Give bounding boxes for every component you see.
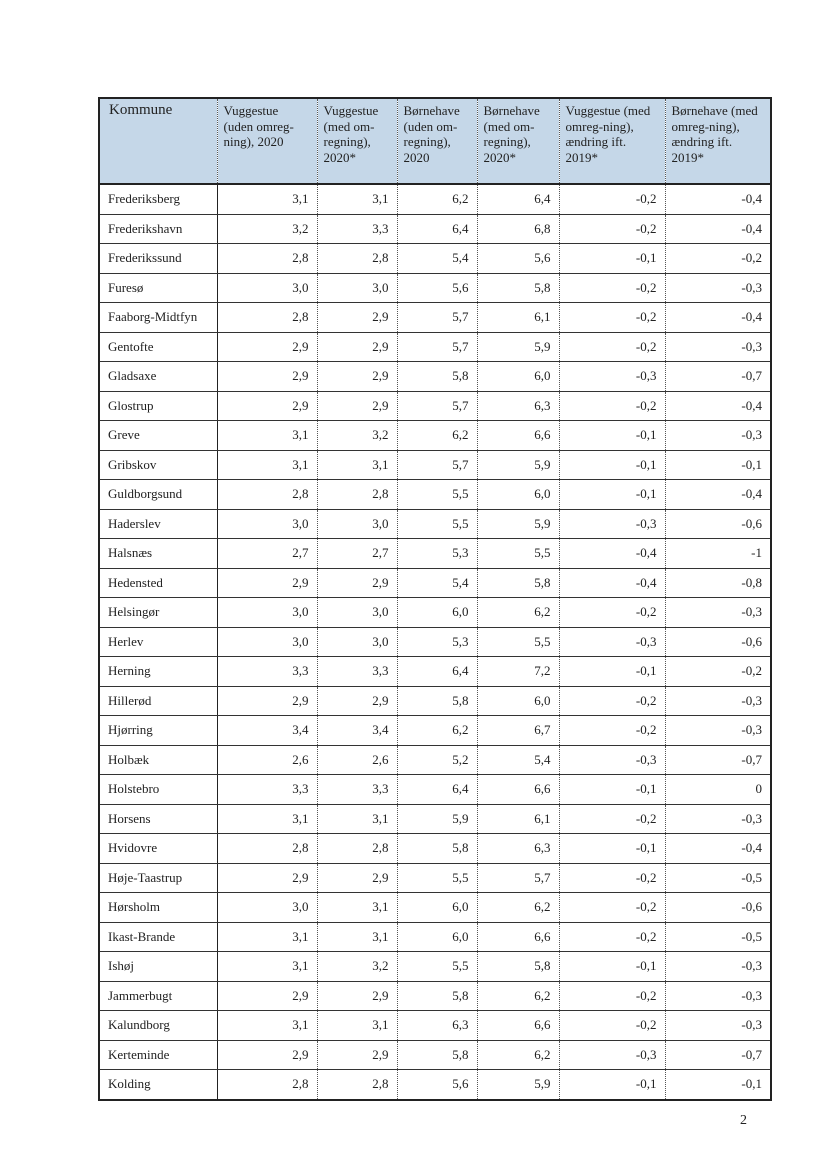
bornehave-med-cell: 5,5 (477, 539, 559, 569)
vuggestue-aendring-cell: -0,2 (559, 981, 665, 1011)
kommune-cell: Ikast-Brande (99, 922, 217, 952)
bornehave-aendring-cell: -0,3 (665, 273, 771, 303)
bornehave-aendring-cell: -0,1 (665, 1070, 771, 1100)
bornehave-uden-cell: 5,3 (397, 539, 477, 569)
kommune-cell: Gentofte (99, 332, 217, 362)
vuggestue-aendring-cell: -0,1 (559, 657, 665, 687)
vuggestue-uden-cell: 3,0 (217, 627, 317, 657)
bornehave-med-cell: 5,9 (477, 450, 559, 480)
vuggestue-uden-cell: 3,3 (217, 775, 317, 805)
kommune-cell: Kerteminde (99, 1040, 217, 1070)
bornehave-med-cell: 5,9 (477, 509, 559, 539)
vuggestue-uden-cell: 3,0 (217, 893, 317, 923)
bornehave-uden-cell: 5,4 (397, 568, 477, 598)
kommune-cell: Kalundborg (99, 1011, 217, 1041)
vuggestue-aendring-cell: -0,2 (559, 716, 665, 746)
vuggestue-med-cell: 2,9 (317, 981, 397, 1011)
table-row (99, 1070, 771, 1100)
vuggestue-med-cell: 2,8 (317, 244, 397, 274)
kommune-cell: Hvidovre (99, 834, 217, 864)
kommune-cell: Hørsholm (99, 893, 217, 923)
bornehave-aendring-cell: -0,3 (665, 598, 771, 628)
data-table (98, 97, 772, 1101)
table-row (99, 893, 771, 923)
vuggestue-med-cell: 2,9 (317, 391, 397, 421)
kommune-cell: Furesø (99, 273, 217, 303)
vuggestue-uden-cell: 2,9 (217, 332, 317, 362)
table-row (99, 480, 771, 510)
bornehave-aendring-cell: 0 (665, 775, 771, 805)
bornehave-aendring-cell: -0,3 (665, 1011, 771, 1041)
kommune-cell: Herning (99, 657, 217, 687)
vuggestue-aendring-cell: -0,4 (559, 568, 665, 598)
table-row (99, 273, 771, 303)
vuggestue-uden-cell: 3,2 (217, 214, 317, 244)
bornehave-med-cell: 5,9 (477, 1070, 559, 1100)
vuggestue-uden-cell: 3,1 (217, 952, 317, 982)
table-row (99, 391, 771, 421)
vuggestue-aendring-cell: -0,2 (559, 1011, 665, 1041)
bornehave-med-cell: 6,6 (477, 922, 559, 952)
vuggestue-aendring-cell: -0,1 (559, 1070, 665, 1100)
bornehave-med-cell: 6,3 (477, 834, 559, 864)
vuggestue-uden-cell: 2,7 (217, 539, 317, 569)
vuggestue-med-cell: 2,8 (317, 1070, 397, 1100)
vuggestue-med-cell: 3,2 (317, 952, 397, 982)
kommune-cell: Guldborgsund (99, 480, 217, 510)
table-row (99, 775, 771, 805)
bornehave-med-cell: 5,8 (477, 952, 559, 982)
vuggestue-med-cell: 2,9 (317, 686, 397, 716)
vuggestue-med-cell: 3,1 (317, 922, 397, 952)
bornehave-med-cell: 6,2 (477, 893, 559, 923)
table-row (99, 981, 771, 1011)
vuggestue-med-cell: 3,3 (317, 657, 397, 687)
bornehave-med-cell: 5,9 (477, 332, 559, 362)
bornehave-aendring-cell: -0,3 (665, 981, 771, 1011)
bornehave-uden-cell: 5,5 (397, 952, 477, 982)
vuggestue-uden-cell: 3,0 (217, 598, 317, 628)
kommune-cell: Gladsaxe (99, 362, 217, 392)
bornehave-aendring-cell: -0,4 (665, 480, 771, 510)
vuggestue-uden-cell: 3,1 (217, 1011, 317, 1041)
header-vuggestue-med-omregning-2020: Vuggestue (med om-regning), 2020* (317, 98, 397, 184)
vuggestue-aendring-cell: -0,1 (559, 480, 665, 510)
bornehave-aendring-cell: -0,4 (665, 214, 771, 244)
vuggestue-aendring-cell: -0,2 (559, 598, 665, 628)
bornehave-uden-cell: 5,6 (397, 273, 477, 303)
table-row (99, 657, 771, 687)
bornehave-med-cell: 5,8 (477, 568, 559, 598)
bornehave-med-cell: 6,7 (477, 716, 559, 746)
bornehave-uden-cell: 5,7 (397, 391, 477, 421)
bornehave-aendring-cell: -0,8 (665, 568, 771, 598)
table-body (99, 184, 771, 1100)
header-kommune: Kommune (99, 98, 217, 184)
bornehave-aendring-cell: -0,6 (665, 627, 771, 657)
bornehave-med-cell: 5,8 (477, 273, 559, 303)
bornehave-uden-cell: 5,7 (397, 303, 477, 333)
vuggestue-med-cell: 3,1 (317, 1011, 397, 1041)
bornehave-med-cell: 6,0 (477, 686, 559, 716)
vuggestue-med-cell: 2,9 (317, 863, 397, 893)
bornehave-uden-cell: 5,8 (397, 686, 477, 716)
table-row (99, 686, 771, 716)
table-row (99, 214, 771, 244)
bornehave-uden-cell: 6,3 (397, 1011, 477, 1041)
table-row (99, 184, 771, 214)
bornehave-aendring-cell: -0,1 (665, 450, 771, 480)
vuggestue-med-cell: 3,3 (317, 775, 397, 805)
vuggestue-uden-cell: 2,8 (217, 834, 317, 864)
table-row (99, 716, 771, 746)
table-row (99, 863, 771, 893)
kommune-cell: Helsingør (99, 598, 217, 628)
vuggestue-med-cell: 3,2 (317, 421, 397, 451)
vuggestue-aendring-cell: -0,1 (559, 244, 665, 274)
bornehave-aendring-cell: -0,3 (665, 421, 771, 451)
bornehave-med-cell: 6,1 (477, 804, 559, 834)
vuggestue-aendring-cell: -0,2 (559, 391, 665, 421)
bornehave-aendring-cell: -0,4 (665, 184, 771, 214)
bornehave-uden-cell: 6,0 (397, 893, 477, 923)
kommune-cell: Halsnæs (99, 539, 217, 569)
bornehave-uden-cell: 6,0 (397, 598, 477, 628)
vuggestue-uden-cell: 2,9 (217, 568, 317, 598)
table-row (99, 1011, 771, 1041)
bornehave-aendring-cell: -0,3 (665, 716, 771, 746)
kommune-cell: Frederiksberg (99, 184, 217, 214)
bornehave-uden-cell: 6,2 (397, 184, 477, 214)
bornehave-aendring-cell: -0,2 (665, 657, 771, 687)
vuggestue-med-cell: 3,0 (317, 273, 397, 303)
kommune-cell: Frederikshavn (99, 214, 217, 244)
vuggestue-med-cell: 2,8 (317, 480, 397, 510)
vuggestue-aendring-cell: -0,2 (559, 863, 665, 893)
bornehave-uden-cell: 5,8 (397, 981, 477, 1011)
table-row (99, 834, 771, 864)
vuggestue-aendring-cell: -0,3 (559, 627, 665, 657)
bornehave-med-cell: 5,5 (477, 627, 559, 657)
kommune-cell: Frederikssund (99, 244, 217, 274)
kommune-cell: Høje-Taastrup (99, 863, 217, 893)
vuggestue-uden-cell: 3,0 (217, 509, 317, 539)
vuggestue-uden-cell: 2,9 (217, 863, 317, 893)
kommune-cell: Faaborg-Midtfyn (99, 303, 217, 333)
bornehave-med-cell: 6,6 (477, 421, 559, 451)
vuggestue-uden-cell: 2,9 (217, 391, 317, 421)
vuggestue-uden-cell: 2,8 (217, 303, 317, 333)
vuggestue-aendring-cell: -0,2 (559, 184, 665, 214)
header-bornehave-uden-omregning-2020: Børnehave (uden om-regning), 2020 (397, 98, 477, 184)
bornehave-uden-cell: 5,6 (397, 1070, 477, 1100)
vuggestue-med-cell: 3,1 (317, 893, 397, 923)
bornehave-med-cell: 6,4 (477, 184, 559, 214)
bornehave-uden-cell: 6,0 (397, 922, 477, 952)
vuggestue-aendring-cell: -0,2 (559, 804, 665, 834)
bornehave-uden-cell: 5,8 (397, 1040, 477, 1070)
bornehave-aendring-cell: -0,4 (665, 391, 771, 421)
vuggestue-uden-cell: 2,6 (217, 745, 317, 775)
bornehave-aendring-cell: -0,3 (665, 804, 771, 834)
vuggestue-uden-cell: 2,8 (217, 480, 317, 510)
header-bornehave-aendring-2019: Børnehave (med omreg-ning), ændring ift. 2019* (665, 98, 771, 184)
table-row (99, 804, 771, 834)
vuggestue-uden-cell: 3,1 (217, 184, 317, 214)
vuggestue-uden-cell: 3,1 (217, 804, 317, 834)
vuggestue-uden-cell: 3,4 (217, 716, 317, 746)
page-number: 2 (740, 1113, 747, 1128)
vuggestue-aendring-cell: -0,3 (559, 745, 665, 775)
bornehave-aendring-cell: -0,3 (665, 332, 771, 362)
table-row (99, 598, 771, 628)
vuggestue-aendring-cell: -0,2 (559, 922, 665, 952)
vuggestue-med-cell: 3,0 (317, 509, 397, 539)
table-row (99, 952, 771, 982)
bornehave-uden-cell: 5,5 (397, 509, 477, 539)
vuggestue-aendring-cell: -0,2 (559, 303, 665, 333)
vuggestue-med-cell: 3,0 (317, 627, 397, 657)
vuggestue-med-cell: 2,8 (317, 834, 397, 864)
bornehave-uden-cell: 5,2 (397, 745, 477, 775)
kommune-cell: Jammerbugt (99, 981, 217, 1011)
table-row (99, 332, 771, 362)
kommune-cell: Kolding (99, 1070, 217, 1100)
bornehave-aendring-cell: -0,5 (665, 863, 771, 893)
bornehave-aendring-cell: -0,7 (665, 1040, 771, 1070)
vuggestue-aendring-cell: -0,3 (559, 1040, 665, 1070)
bornehave-uden-cell: 5,4 (397, 244, 477, 274)
kommune-cell: Holbæk (99, 745, 217, 775)
table-row (99, 509, 771, 539)
table-row (99, 745, 771, 775)
vuggestue-aendring-cell: -0,1 (559, 952, 665, 982)
header-row (99, 98, 771, 184)
header-vuggestue-uden-omregning-2020: Vuggestue (uden omreg-ning), 2020 (217, 98, 317, 184)
bornehave-med-cell: 5,6 (477, 244, 559, 274)
kommune-cell: Haderslev (99, 509, 217, 539)
vuggestue-med-cell: 3,1 (317, 450, 397, 480)
kommune-cell: Hillerød (99, 686, 217, 716)
bornehave-uden-cell: 6,4 (397, 775, 477, 805)
vuggestue-uden-cell: 3,1 (217, 922, 317, 952)
vuggestue-aendring-cell: -0,3 (559, 362, 665, 392)
vuggestue-med-cell: 2,6 (317, 745, 397, 775)
vuggestue-aendring-cell: -0,2 (559, 332, 665, 362)
kommune-cell: Glostrup (99, 391, 217, 421)
bornehave-uden-cell: 6,2 (397, 421, 477, 451)
bornehave-aendring-cell: -0,6 (665, 893, 771, 923)
vuggestue-med-cell: 3,0 (317, 598, 397, 628)
vuggestue-uden-cell: 2,8 (217, 1070, 317, 1100)
table-row (99, 362, 771, 392)
table-row (99, 244, 771, 274)
bornehave-uden-cell: 5,7 (397, 450, 477, 480)
kommune-cell: Gribskov (99, 450, 217, 480)
bornehave-med-cell: 6,2 (477, 598, 559, 628)
bornehave-med-cell: 6,8 (477, 214, 559, 244)
bornehave-aendring-cell: -0,7 (665, 362, 771, 392)
kommune-cell: Hjørring (99, 716, 217, 746)
bornehave-med-cell: 6,2 (477, 981, 559, 1011)
vuggestue-uden-cell: 3,3 (217, 657, 317, 687)
bornehave-aendring-cell: -0,3 (665, 686, 771, 716)
table-row (99, 421, 771, 451)
kommune-cell: Ishøj (99, 952, 217, 982)
vuggestue-med-cell: 3,4 (317, 716, 397, 746)
bornehave-uden-cell: 5,7 (397, 332, 477, 362)
vuggestue-aendring-cell: -0,1 (559, 450, 665, 480)
bornehave-med-cell: 6,0 (477, 362, 559, 392)
vuggestue-med-cell: 2,9 (317, 568, 397, 598)
bornehave-uden-cell: 5,5 (397, 863, 477, 893)
bornehave-med-cell: 5,4 (477, 745, 559, 775)
vuggestue-aendring-cell: -0,2 (559, 686, 665, 716)
kommune-cell: Holstebro (99, 775, 217, 805)
vuggestue-med-cell: 3,3 (317, 214, 397, 244)
vuggestue-aendring-cell: -0,1 (559, 834, 665, 864)
vuggestue-uden-cell: 2,9 (217, 1040, 317, 1070)
vuggestue-med-cell: 2,7 (317, 539, 397, 569)
vuggestue-uden-cell: 2,9 (217, 981, 317, 1011)
table-row (99, 627, 771, 657)
kommune-cell: Hedensted (99, 568, 217, 598)
vuggestue-med-cell: 2,9 (317, 332, 397, 362)
vuggestue-aendring-cell: -0,4 (559, 539, 665, 569)
bornehave-uden-cell: 5,9 (397, 804, 477, 834)
vuggestue-aendring-cell: -0,1 (559, 775, 665, 805)
vuggestue-aendring-cell: -0,1 (559, 421, 665, 451)
bornehave-aendring-cell: -1 (665, 539, 771, 569)
table-row (99, 539, 771, 569)
vuggestue-uden-cell: 3,1 (217, 450, 317, 480)
bornehave-med-cell: 5,7 (477, 863, 559, 893)
header-vuggestue-aendring-2019: Vuggestue (med omreg-ning), ændring ift. 2019* (559, 98, 665, 184)
vuggestue-aendring-cell: -0,3 (559, 509, 665, 539)
table-header (99, 98, 771, 184)
bornehave-med-cell: 6,3 (477, 391, 559, 421)
table-row (99, 922, 771, 952)
header-bornehave-med-omregning-2020: Børnehave (med om-regning), 2020* (477, 98, 559, 184)
bornehave-uden-cell: 5,8 (397, 362, 477, 392)
bornehave-aendring-cell: -0,4 (665, 303, 771, 333)
vuggestue-uden-cell: 2,9 (217, 362, 317, 392)
vuggestue-med-cell: 2,9 (317, 1040, 397, 1070)
bornehave-aendring-cell: -0,5 (665, 922, 771, 952)
bornehave-uden-cell: 6,4 (397, 214, 477, 244)
vuggestue-med-cell: 3,1 (317, 184, 397, 214)
table-row (99, 568, 771, 598)
table-row (99, 450, 771, 480)
kommune-cell: Horsens (99, 804, 217, 834)
bornehave-aendring-cell: -0,6 (665, 509, 771, 539)
bornehave-med-cell: 6,6 (477, 775, 559, 805)
bornehave-aendring-cell: -0,7 (665, 745, 771, 775)
bornehave-med-cell: 6,6 (477, 1011, 559, 1041)
vuggestue-aendring-cell: -0,2 (559, 214, 665, 244)
vuggestue-med-cell: 2,9 (317, 303, 397, 333)
bornehave-aendring-cell: -0,3 (665, 952, 771, 982)
vuggestue-aendring-cell: -0,2 (559, 893, 665, 923)
bornehave-aendring-cell: -0,4 (665, 834, 771, 864)
bornehave-med-cell: 6,1 (477, 303, 559, 333)
bornehave-med-cell: 7,2 (477, 657, 559, 687)
vuggestue-uden-cell: 3,0 (217, 273, 317, 303)
table-row (99, 1040, 771, 1070)
vuggestue-uden-cell: 2,8 (217, 244, 317, 274)
vuggestue-aendring-cell: -0,2 (559, 273, 665, 303)
table-row (99, 303, 771, 333)
vuggestue-med-cell: 2,9 (317, 362, 397, 392)
bornehave-uden-cell: 6,4 (397, 657, 477, 687)
bornehave-med-cell: 6,0 (477, 480, 559, 510)
kommune-cell: Herlev (99, 627, 217, 657)
bornehave-uden-cell: 6,2 (397, 716, 477, 746)
vuggestue-uden-cell: 2,9 (217, 686, 317, 716)
bornehave-uden-cell: 5,5 (397, 480, 477, 510)
vuggestue-med-cell: 3,1 (317, 804, 397, 834)
kommune-cell: Greve (99, 421, 217, 451)
bornehave-med-cell: 6,2 (477, 1040, 559, 1070)
bornehave-aendring-cell: -0,2 (665, 244, 771, 274)
bornehave-uden-cell: 5,3 (397, 627, 477, 657)
vuggestue-uden-cell: 3,1 (217, 421, 317, 451)
bornehave-uden-cell: 5,8 (397, 834, 477, 864)
